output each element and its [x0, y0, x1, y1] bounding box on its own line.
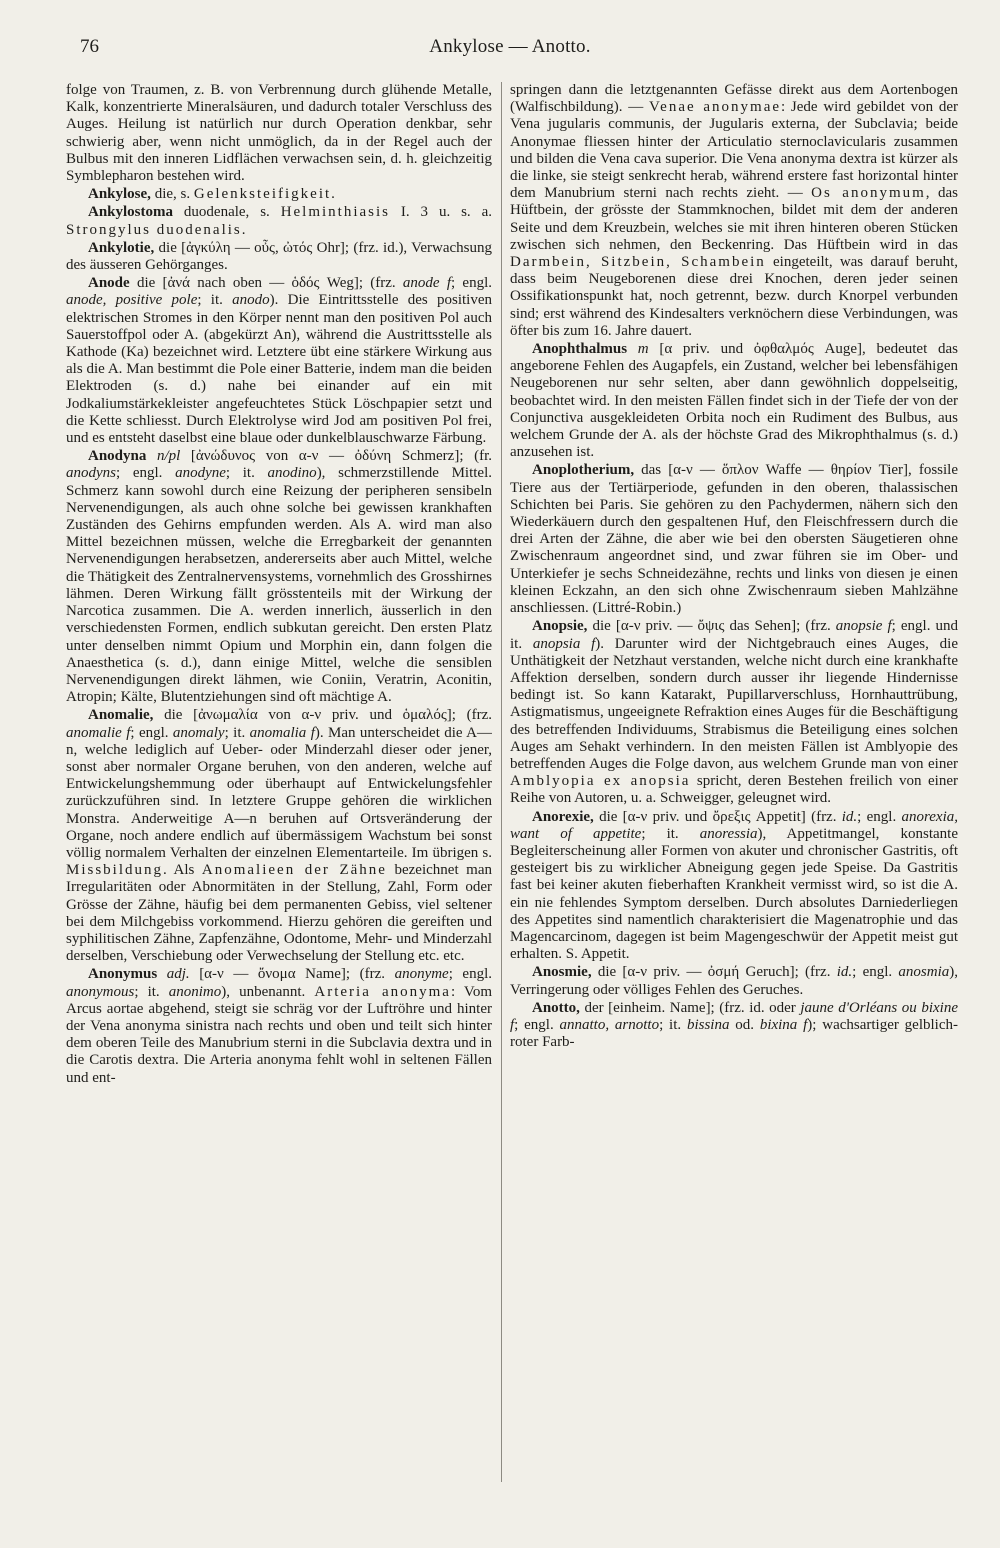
entry-anoplotherium: Anoplotherium, das [α-ν — ὅπλον Waffe — θηρίον Tier], fossile Tiere aus der Tertiärperiode, gefunden in den oberen, thalassischen Schichten bei Paris. Sie gehören zu den Pachydermen, nähern sich den Wiederkäuern durch den gespaltenen Huf, den Fleischfressern durch die drei Arten der Zähne, die aber wie bei den obersten Säugetieren ohne Zwischenraum angeordnet sind, und zwar führen sie im Ober- und Unterkiefer je sechs Schneidezähne, rechts und links von diesen je einen kleinen Eckzahn, an den sich ohne Zwischenraum sieben Mahlzähne anschliessen. (Littré-Robin.)	[510, 462, 958, 617]
running-head: Ankylose — Anotto.	[429, 36, 591, 57]
headword: Anopsie,	[532, 618, 588, 635]
headword: Ankylotie,	[88, 239, 155, 256]
headword: Anophthalmus	[532, 341, 628, 358]
headword: Anorexie,	[532, 808, 594, 825]
entry-anodyna: Anodyna n/pl [ἀνώδυνος von α-ν — ὀδύνη Schmerz]; (fr. anodyns; engl. anodyne; it. anodino), schmerzstillende Mittel. Schmerz kann sowohl durch eine Reizung der peripheren sensibeln Nervenendigungen, als auch ohne solche bei gewissen krankhaften Zuständen des Gehirns empfunden werden. Als A. wird man also Mittel bezeichnen müssen, welche die Erregbarkeit der genannten Nervenendigungen herabsetzen, andererseits aber auch Mittel, welche die Thätigkeit des Zentralnervensystems, vornehmlich des Grosshirnes lähmen. Deren Wirkung fällt grösstenteils mit der Wirkung der Narcotica zusammen. Die A. werden innerlich, äusserlich in den verschiedensten Formen, endlich subkutan gereicht. Den ersten Platz unter denselben nimmt Opium und Morphin ein, dann folgen die Anaesthetica (s. d.), dann einige Mittel, welche die sensiblen Nervenendigungen direkt lähmen, wie Coniin, Veratrin, Aconitin, Atropin; Kälte, Blutentziehungen sind oft mächtige A.	[66, 448, 492, 706]
right-column	[510, 82, 958, 1482]
entry-continuation: folge von Traumen, z. B. von Verbrennung durch glühende Metalle, Kalk, konzentrierte Mineralsäuren, und dadurch totaler Verschluss des Auges. Heilung ist natürlich nur durch Operation denkbar, sehr schwierig aber, wenn nicht unmöglich, da in der Regel auch der Bulbus mit den inneren Lidflächen verwachsen sein, d. h. gleichzeitig Symblepharon bestehen wird.	[66, 82, 492, 185]
left-column	[66, 82, 492, 1482]
headword: Anode	[88, 275, 130, 292]
entry-ankylostoma: Ankylostoma duodenale, s. Helminthiasis I. 3 u. s. a. Strongylus duodenalis.	[66, 204, 492, 238]
headword: Anonymus	[88, 966, 158, 983]
entry-anosmie: Anosmie, die [α-ν priv. — ὀσμή Geruch]; (frz. id.; engl. anosmia), Verringerung oder völliges Fehlen des Geruches.	[510, 964, 958, 998]
headword: Ankylostoma	[88, 204, 174, 221]
page-number: 76	[80, 36, 99, 57]
entry-continuation: springen dann die letztgenannten Gefässe direkt aus dem Aortenbogen (Walfischbildung). — Venae anonymae: Jede wird gebildet von der Vena jugularis communis, der Jugularis externa, der Subclavia; beide Anonymae fliessen hinter der Articulatio sternoclavicularis zusammen und bilden die Vena cava superior. Die Vena anonyma dextra ist kürzer als die linke, sie steigt senkrecht herab, während erstere fast horizontal hinter dem Manubrium sterni nach rechts zieht. — Os anonymum, das Hüftbein, der grösste der Stammknochen, bildet mit dem der anderen Seite und dem Kreuzbein, welches sie mit ihren hinteren oberen Stücken zwischen sich nehmen, den Beckenring. Das Hüftbein wird in das Darmbein, Sitzbein, Schambein eingeteilt, was darauf beruht, dass beim Neugeborenen diese drei Knochen, deren jeder seinen Ossifikationspunkt hat, noch getrennt, bezw. durch Knorpel verbunden sind; erst während des Kindesalters verknöchern diese Verbindungen, was öfter bis zum 16. Jahre dauert.	[510, 82, 958, 339]
page-header	[80, 36, 940, 66]
headword: Anodyna	[88, 448, 147, 465]
entry-anophthalmus: Anophthalmus m [α priv. und ὀφθαλμός Auge], bedeutet das angeborene Fehlen des Augapfels, ein Zustand, welcher bei lebensfähigen Neugeborenen nur sehr selten, aber dann gewöhnlich doppelseitig, beobachtet wird. In den meisten Fällen findet sich in der Tiefe der von der Conjunctiva ausgekleideten Orbita noch ein Rudiment des Bulbus, aus welchem Grunde der A. als der höchste Grad des Mikrophthalmus (s. d.) anzusehen ist.	[510, 341, 958, 461]
headword: Anosmie,	[532, 964, 592, 981]
headword: Anomalie,	[88, 707, 154, 724]
entry-anonymus: Anonymus adj. [α-ν — ὄνομα Name]; (frz. anonyme; engl. anonymous; it. anonimo), unbenannt. Arteria anonyma: Vom Arcus aortae abgehend, steigt sie schräg vor der Luftröhre und hinter der Vena anonyma sinistra nach rechts und oben und teilt sich hinter dem oberen Teile des Manubrium sterni in die Subclavia dextra und in die Carotis dextra. Die Arteria anonyma fehlt wohl in seltenen Fällen und ent-	[66, 966, 492, 1086]
column-divider	[501, 82, 502, 1482]
entry-anorexie: Anorexie, die [α-ν priv. und ὄρεξις Appetit] (frz. id.; engl. anorexia, want of appetite; it. anoressia), Appetitmangel, konstante Begleiterscheinung aller Formen von akuter und chronischer Gastritis, oft gesteigert bis zu wirklicher Abneigung gegen jede Speise. Da Gastritis fast bei keiner akuten fieberhaften Krankheit vermisst wird, so ist die A. ein nie fehlendes Symptom derselben. Durch absolutes Darniederliegen des Appetites sind namentlich charakterisiert die Magenatrophie und das Magencarcinom, dagegen ist beim Magengeschwür der Appetit meist gut erhalten. S. Appetit.	[510, 808, 958, 963]
entry-ankylose: Ankylose, die, s. Gelenksteifigkeit.	[88, 186, 335, 203]
headword: Anoplotherium,	[532, 462, 635, 479]
entry-anode: Anode die [ἀνά nach oben — ὁδός Weg]; (frz. anode f; engl. anode, positive pole; it. anodo). Die Eintrittsstelle des positiven elektrischen Stromes in den Körper nennt man den positiven Pol auch Sauerstoffpol oder A. (abgekürzt An), während die Austrittsstelle als Kathode (Ka) bezeichnet wird. Letztere übt eine stärkere Wirkung aus als die A. Man bestimmt die Pole einer Batterie, indem man die beiden Elektroden (s. d.) nahe bei einander auf ein mit Jodkaliumstärkekleister angefeuchtetes Stück Löschpapier setzt und die Kette schliesst. Durch Elektrolyse wird Jod am positiven Pol frei, und es entsteht daselbst eine blaue oder dunkelblauschwarze Färbung.	[66, 275, 492, 447]
entry-ankylotie: Ankylotie, die [ἀγκύλη — οὖς, ὠτός Ohr]; (frz. id.), Verwachsung des äusseren Gehörganges.	[66, 239, 492, 274]
entry-anomalie: Anomalie, die [ἀνωμαλία von α-ν priv. und ὁμαλός]; (frz. anomalie f; engl. anomaly; it. anomalia f). Man unterscheidet die A—n, welche lediglich auf Ueber- oder Minderzahl dieser oder jener, sonst aber normaler Organe beruhen, von den anderen, welche auf Entwickelungshemmung oder überhaupt auf Entwickelungsfehler zurückzuführen sind. In letztere Gruppe gehören die wirklichen Monstra. Anderweitige A—n beruhen auf Ortsveränderung der Organe, noch andere endlich auf übermässigem Wachstum bei sonst völlig normalem Verhalten der einzelnen Elementarteile. Im übrigen s. Missbildung. Als Anomalieen der Zähne bezeichnet man Irregularitäten oder Abnormitäten in der Stellung, Zahl, Form oder Grösse der Zähne, häufig bei dem permanenten Gebiss, viel seltener bei dem Milchgebiss vorkommend. Hierzu gehören die gereiften und syphilitischen Zähne, Zapfenzähne, Odontome, Mehr- und Minderzahl derselben, Verschiebung oder Verwechselung der Stellung etc. etc.	[66, 707, 492, 965]
entry-anopsie: Anopsie, die [α-ν priv. — ὄψις das Sehen]; (frz. anopsie f; engl. und it. anopsia f). Darunter wird der Nichtgebrauch eines Auges, die Unthätigkeit der Netzhaut verstanden, welche nicht durch eine krankhafte Affektion derselben, sondern durch ausser ihr liegende Hindernisse bedingt ist. So kann Katarakt, Pupillarverschluss, Hornhauttrübung, Astigmatismus, ungeeignete Refraktion eines Auges für die Beschäftigung des betreffenden Individuums, Strabismus die Beteiligung eines solchen Auges am Sehakt verhindern. In den meisten Fällen ist Amblyopie des betreffenden Auges die Folge davon, aus welchem Grunde man von einer Amblyopia ex anopsia spricht, deren Bestehen freilich von einer Reihe von Autoren, u. a. Schweigger, geleugnet wird.	[510, 618, 958, 807]
headword: Ankylose,	[88, 186, 151, 203]
headword: Anotto,	[532, 999, 580, 1016]
entry-anotto: Anotto, der [einheim. Name]; (frz. id. oder jaune d'Orléans ou bixine f; engl. annatto, arnotto; it. bissina od. bixina f); wachsartiger gelblich-roter Farb-	[510, 999, 958, 1051]
